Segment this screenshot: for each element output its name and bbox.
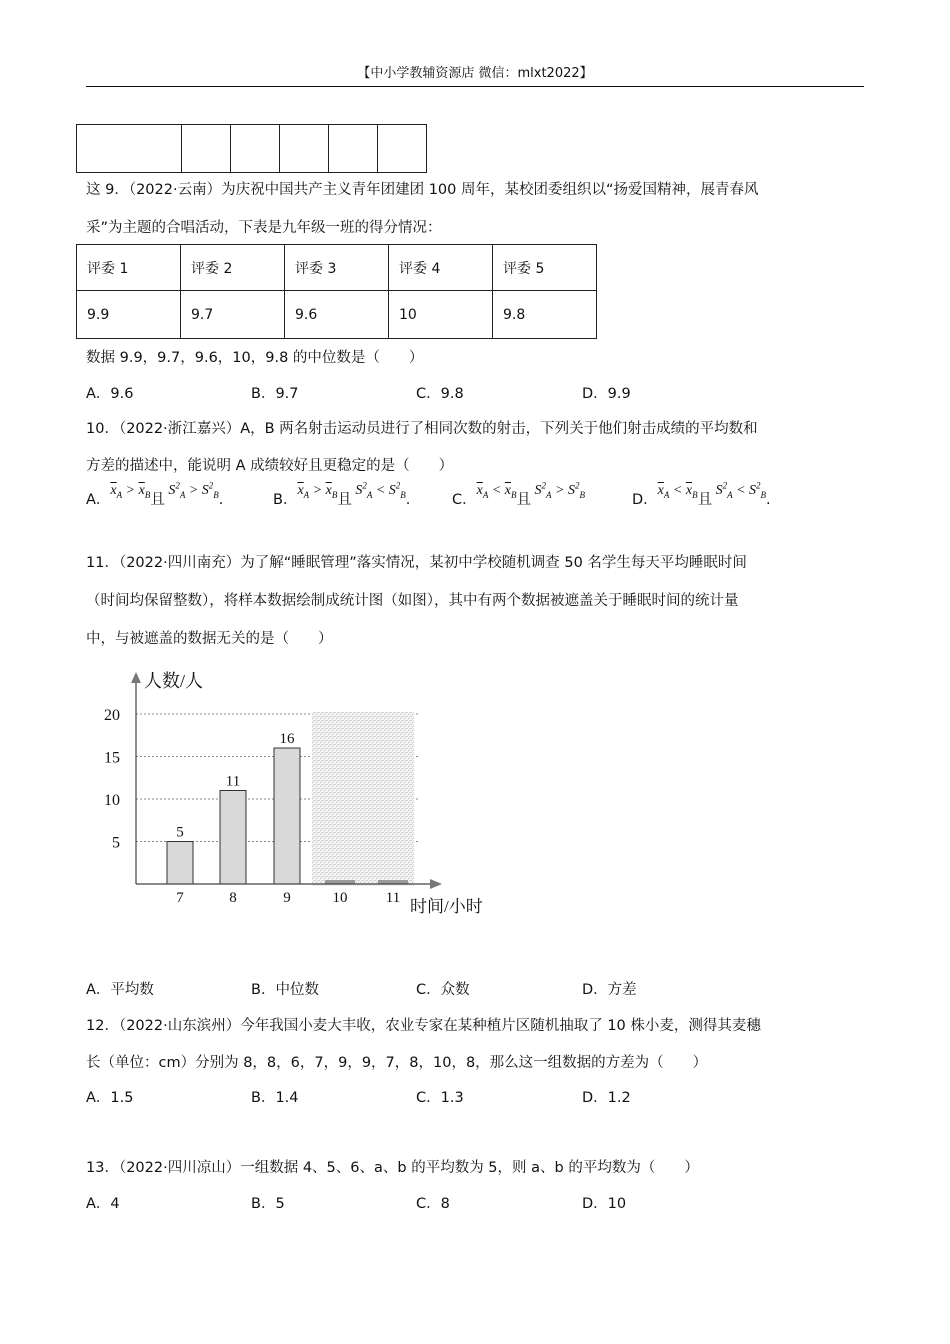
x-tick-label: 9 [283, 890, 291, 906]
conj: 且 [150, 492, 165, 508]
empty-cell [231, 125, 280, 173]
mean-op: > [312, 483, 323, 498]
table-cell: 10 [389, 291, 493, 339]
sub-b: B [579, 489, 585, 500]
q9-score-table [76, 244, 597, 339]
sub-a: A [179, 489, 186, 500]
q10-option-c [452, 480, 585, 510]
period: . [766, 492, 771, 508]
sup: 2 [756, 480, 761, 491]
var-op: < [375, 483, 386, 498]
mean-x-b: $\overline{x}$ [504, 483, 512, 498]
mean-x-b: $\overline{x}$ [325, 483, 332, 498]
conj: 且 [697, 492, 713, 508]
bar-value-label: 11 [225, 773, 241, 790]
y-tick-label: 20 [104, 707, 120, 724]
sub-a: A [303, 489, 310, 500]
mean-op: < [672, 483, 683, 498]
sub-b: B [511, 489, 517, 500]
sub-b: B [760, 489, 767, 500]
mean-x-a: $\overline{x}$ [110, 483, 117, 498]
q9-option-d: D．9.9 [582, 386, 631, 402]
var-s-b: S [201, 483, 209, 498]
sup: 2 [362, 480, 367, 491]
sub-b: B [692, 489, 698, 500]
var-op: > [188, 483, 199, 498]
q13-option-a: A．4 [86, 1196, 120, 1212]
x-axis-arrow-icon [430, 879, 442, 889]
var-op: > [555, 483, 565, 498]
q10-option-d [632, 480, 771, 510]
q11-option-b: B．中位数 [251, 982, 319, 998]
y-axis-arrow-icon [131, 672, 141, 683]
q10-line1: 10．（2022·浙江嘉兴）A，B 两名射击运动员进行了相同次数的射击，下列关于他们射击成绩的平均数和 [86, 421, 758, 437]
var-s-a: S [355, 483, 363, 498]
q9-line1: 这 9．（2022·云南）为庆祝中国共产主义青年团建团 100 周年，某校团委组织以“扬爱国精神，展青春风 [86, 182, 759, 198]
q12-option-d: D．1.2 [582, 1090, 631, 1106]
q10-option-a [86, 480, 224, 510]
var-s-b: S [388, 483, 396, 498]
var-s-a: S [715, 483, 723, 498]
table-cell: 9.8 [493, 291, 597, 339]
sup: 2 [541, 480, 547, 491]
sup: 2 [175, 480, 180, 491]
q13-option-c: C．8 [416, 1196, 450, 1212]
q9-line2: 采”为主题的合唱活动，下表是九年级一班的得分情况： [86, 220, 442, 236]
q11-line1: 11．（2022·四川南充）为了解“睡眠管理”落实情况，某初中学校随机调查 50 名学生每天平均睡眠时间 [86, 555, 747, 571]
q12-line1: 12．（2022·山东滨州）今年我国小麦大丰收，农业专家在某种植片区随机抽取了 10 株小麦，测得其麦穗 [86, 1018, 761, 1034]
empty-cell [182, 125, 231, 173]
table-header-cell: 评委 1 [77, 245, 181, 291]
conj: 且 [516, 492, 532, 508]
table-header-cell: 评委 2 [181, 245, 285, 291]
q12-line2: 长（单位：cm）分别为 8，8，6，7，9，9，7，8，10，8，那么这一组数据的方差为（ ） [86, 1055, 708, 1071]
q10-line2: 方差的描述中，能说明 A 成绩较好且更稳定的是（ ） [86, 458, 454, 474]
x-tick-label: 7 [176, 890, 184, 906]
page-header: 【中小学教辅资源店 微信：mlxt2022】 [357, 66, 593, 81]
y-tick-label: 15 [104, 749, 120, 767]
q9-option-c: C．9.8 [416, 386, 464, 402]
sup: 2 [722, 480, 728, 491]
mean-op: > [125, 483, 136, 498]
var-s-b: S [749, 483, 757, 498]
mean-x-a: $\overline{x}$ [476, 483, 483, 498]
covered-region [312, 712, 414, 886]
bar [220, 791, 246, 885]
sub-a: A [663, 489, 670, 500]
bar-value-label: 5 [176, 824, 184, 841]
y-tick-label: 5 [112, 834, 120, 852]
period: . [218, 492, 224, 508]
table-header-cell: 评委 3 [285, 245, 389, 291]
bar-value-label: 16 [279, 731, 295, 747]
x-tick-label: 10 [332, 890, 348, 906]
empty-cell [77, 125, 182, 173]
mean-op: < [491, 483, 502, 498]
q11-option-d: D．方差 [582, 982, 637, 998]
q13-option-d: D．10 [582, 1196, 627, 1212]
bar [274, 748, 300, 884]
q12-option-a: A．1.5 [86, 1090, 134, 1106]
mean-x-a: $\overline{x}$ [657, 483, 664, 498]
sub-a: A [727, 489, 733, 500]
header-rule [86, 86, 864, 87]
q11-line3: 中，与被遮盖的数据无关的是（ ） [86, 631, 333, 647]
q12-option-b: B．1.4 [251, 1090, 299, 1106]
q13-line1: 13．（2022·四川凉山）一组数据 4、5、6、a、b 的平均数为 5，则 a、b 的平均数为（ ） [86, 1160, 699, 1176]
q11-line2: （时间均保留整数），将样本数据绘制成统计图（如图），其中有两个数据被遮盖关于睡眠时间的统计量 [86, 593, 739, 609]
q9-question: 数据 9.9，9.7，9.6，10，9.8 的中位数是（ ） [86, 350, 424, 366]
period: . [405, 492, 411, 508]
option-letter: B． [273, 492, 298, 508]
y-tick-label: 10 [104, 792, 120, 809]
x-tick-label: 11 [385, 890, 401, 906]
x-axis-label: 时间/小时 [410, 897, 483, 916]
sub-a: A [366, 489, 373, 500]
mean-x-a: $\overline{x}$ [297, 483, 304, 498]
option-letter: C． [452, 492, 477, 508]
var-s-a: S [168, 483, 176, 498]
mean-x-b: $\overline{x}$ [685, 483, 693, 498]
option-letter: A． [86, 492, 111, 508]
sup: 2 [395, 480, 401, 491]
sub-a: A [546, 489, 552, 500]
sub-b: B [331, 489, 338, 500]
sub-b: B [144, 489, 151, 500]
table-cell: 9.7 [181, 291, 285, 339]
var-op: < [736, 483, 746, 498]
sub-a: A [482, 489, 489, 500]
table-header-cell: 评委 4 [389, 245, 493, 291]
var-s-b: S [567, 483, 575, 498]
empty-cell [378, 125, 427, 173]
conj: 且 [337, 492, 352, 508]
q12-option-c: C．1.3 [416, 1090, 464, 1106]
sub-a: A [116, 489, 123, 500]
sup: 2 [208, 480, 214, 491]
q11-option-c: C．众数 [416, 982, 470, 998]
q10-option-b [273, 480, 411, 510]
empty-cell [280, 125, 329, 173]
x-tick-label: 8 [229, 890, 237, 906]
option-letter: D． [632, 492, 658, 508]
carryover-table [76, 124, 427, 173]
q11-option-a: A．平均数 [86, 982, 154, 998]
empty-cell [329, 125, 378, 173]
sleep-bar-chart [90, 660, 500, 920]
table-cell: 9.6 [285, 291, 389, 339]
mean-x-b: $\overline{x}$ [138, 483, 145, 498]
table-cell: 9.9 [77, 291, 181, 339]
sub-b: B [400, 489, 406, 500]
q13-option-b: B．5 [251, 1196, 285, 1212]
q9-option-a: A．9.6 [86, 386, 134, 402]
y-axis-label: 人数/人 [144, 671, 204, 691]
sup: 2 [574, 480, 580, 491]
var-s-a: S [534, 483, 542, 498]
q9-option-b: B．9.7 [251, 386, 299, 402]
bar [167, 842, 193, 885]
sub-b: B [213, 489, 219, 500]
table-header-cell: 评委 5 [493, 245, 597, 291]
